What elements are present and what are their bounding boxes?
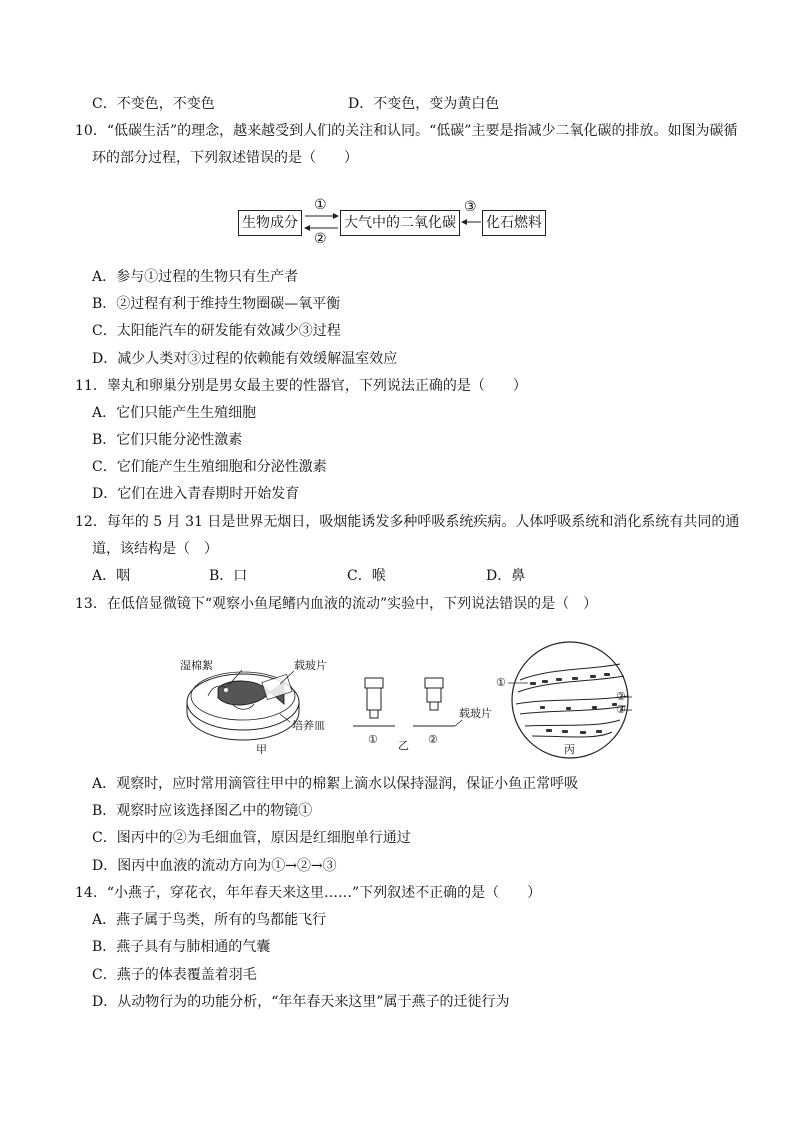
label-vessel-2: ② — [616, 690, 626, 703]
q14-stem: 14．“小燕子，穿花衣，年年春天来这里……”下列叙述不正确的是（ ） — [75, 885, 542, 901]
q12-stem-line1: 12．每年的 5 月 31 日是世界无烟日，吸烟能诱发多种呼吸系统疾病。人体呼吸系统和消化系统有共同的通 — [75, 514, 740, 530]
q12-option-d: D．鼻 — [486, 568, 526, 584]
q14-option-d: D．从动物行为的功能分析，“年年春天来这里”属于燕子的迁徙行为 — [92, 994, 510, 1010]
box-atmospheric-co2: 大气中的二氧化碳 — [340, 210, 460, 236]
q9-option-d: D．不变色，变为黄白色 — [348, 96, 500, 112]
label-process-2: ② — [314, 231, 327, 247]
q11-option-d: D．它们在进入青春期时开始发育 — [92, 486, 300, 502]
label-slide-side: 载玻片 — [459, 707, 492, 720]
box-fossil-fuels: 化石燃料 — [482, 210, 546, 236]
label-process-1: ① — [314, 197, 327, 213]
q10-stem-line2: 环的部分过程，下列叙述错误的是（ ） — [92, 150, 358, 166]
q13-option-d: D．图丙中血液的流动方向为①→②→③ — [92, 858, 337, 874]
label-vessel-1: ① — [496, 676, 506, 689]
q14-option-c: C．燕子的体表覆盖着羽毛 — [92, 967, 257, 983]
microscope-field-of-view — [508, 642, 632, 758]
label-lens-2: ② — [428, 733, 438, 746]
q13-figure-drawing — [180, 640, 640, 760]
q11-option-c: C．它们能产生生殖细胞和分泌性激素 — [92, 459, 327, 475]
q10-stem-line1: 10．“低碳生活”的理念，越来越受到人们的关注和认同。“低碳”主要是指减少二氧化碳的排放。如图为碳循 — [75, 123, 738, 139]
q10-option-a: A．参与①过程的生物只有生产者 — [92, 269, 299, 285]
q11-option-a: A．它们只能产生生殖细胞 — [92, 405, 257, 421]
q10-option-d: D．减少人类对③过程的依赖能有效缓解温室效应 — [92, 351, 398, 367]
q12-option-a: A．咽 — [92, 568, 131, 584]
q14-option-b: B．燕子具有与肺相通的气囊 — [92, 939, 271, 955]
q13-figure — [180, 640, 640, 760]
diagram-arrows — [230, 196, 560, 246]
q14-option-a: A．燕子属于鸟类，所有的鸟都能飞行 — [92, 912, 327, 928]
box-biological-components: 生物成分 — [238, 210, 302, 236]
q11-option-b: B．它们只能分泌性激素 — [92, 432, 243, 448]
q13-option-c: C．图丙中的②为毛细血管，原因是红细胞单行通过 — [92, 830, 411, 846]
label-wet-cotton: 湿棉絮 — [180, 659, 213, 672]
label-vessel-3: ③ — [616, 703, 626, 716]
carbon-cycle-diagram — [230, 196, 560, 246]
label-fig-jia: 甲 — [256, 743, 267, 756]
q12-stem-line2: 道，该结构是（ ） — [92, 541, 218, 557]
q10-option-c: C．太阳能汽车的研发能有效减少③过程 — [92, 323, 341, 339]
objective-lens-2 — [413, 678, 462, 726]
q9-option-c: C．不变色，不变色 — [92, 96, 215, 112]
q11-stem: 11．睾丸和卵巢分别是男女最主要的性器官，下列说法正确的是（ ） — [75, 378, 527, 394]
q13-stem: 13．在低倍显微镜下“观察小鱼尾鳍内血液的流动”实验中，下列说法错误的是（ ） — [75, 596, 598, 612]
label-process-3: ③ — [464, 199, 477, 215]
label-fig-bing: 丙 — [564, 743, 575, 756]
label-lens-1: ① — [368, 733, 378, 746]
q13-option-a: A．观察时，应时常用滴管往甲中的棉絮上滴水以保持湿润，保证小鱼正常呼吸 — [92, 776, 579, 792]
q12-option-b: B．口 — [209, 568, 248, 584]
label-fig-yi: 乙 — [398, 739, 409, 752]
label-slide-top: 载玻片 — [294, 659, 327, 672]
label-culture-dish: 培养皿 — [292, 719, 325, 732]
objective-lens-1 — [353, 678, 395, 726]
q10-option-b: B．②过程有利于维持生物圈碳—氧平衡 — [92, 296, 341, 312]
q13-option-b: B．观察时应该选择图乙中的物镜① — [92, 803, 313, 819]
q12-option-c: C．喉 — [347, 568, 386, 584]
